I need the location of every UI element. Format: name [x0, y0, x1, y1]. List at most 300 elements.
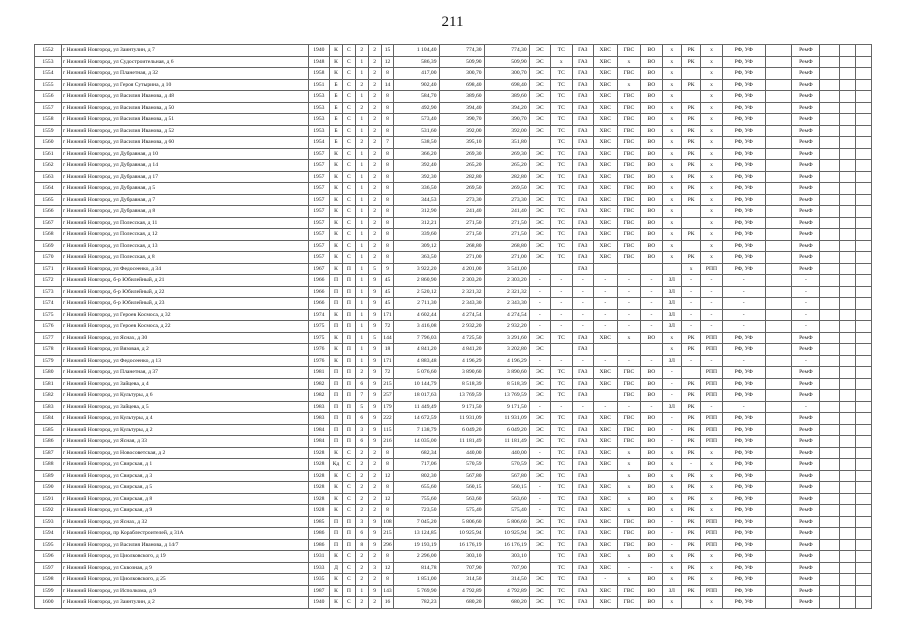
table-row: [35, 263, 872, 275]
table-cell: 1983: [308, 401, 329, 413]
table-cell: х: [662, 56, 681, 68]
table-cell: ТС: [551, 194, 572, 206]
table-row: [35, 137, 872, 149]
table-cell: -: [792, 355, 820, 367]
table-row: [35, 355, 872, 367]
table-cell: ГВС: [617, 390, 641, 402]
table-cell: ТС: [551, 390, 572, 402]
table-cell: ХВС: [593, 229, 617, 241]
table-cell: -: [722, 355, 765, 367]
table-row: [35, 206, 872, 218]
table-cell: 1: [355, 114, 368, 126]
table-cell: ХВС: [593, 447, 617, 459]
table-cell: х: [662, 505, 681, 517]
table-row: [35, 148, 872, 160]
table-cell: [820, 528, 839, 540]
table-cell: 723,50: [394, 505, 439, 517]
table-cell: [820, 137, 839, 149]
table-cell: 1974: [308, 309, 329, 321]
table-cell: РФ, УФ: [722, 447, 765, 459]
table-cell: РПП: [701, 436, 722, 448]
address-cell: г Нижний Новгород, ул Дубравная, д 17: [61, 171, 308, 183]
table-cell: 2: [368, 194, 381, 206]
table-cell: К: [330, 447, 343, 459]
row-number-cell: 1567: [35, 217, 62, 229]
table-cell: РК: [681, 585, 700, 597]
table-row: [35, 585, 872, 597]
table-cell: 389,60: [439, 91, 484, 103]
table-cell: 2: [368, 493, 381, 505]
table-cell: -: [529, 505, 550, 517]
table-cell: [820, 516, 839, 528]
table-cell: РК: [681, 137, 700, 149]
table-cell: ГАЗ: [572, 459, 593, 471]
table-cell: 11 931,09: [439, 413, 484, 425]
table-cell: -: [722, 286, 765, 298]
table-cell: 567,80: [439, 470, 484, 482]
table-cell: 5 076,60: [394, 367, 439, 379]
table-cell: -: [681, 321, 700, 333]
table-cell: РФ, УФ: [722, 217, 765, 229]
table-cell: 351,80: [484, 137, 529, 149]
table-cell: ЭС: [529, 229, 550, 241]
table-cell: [820, 275, 839, 287]
row-number-cell: 1597: [35, 562, 62, 574]
table-cell: [820, 91, 839, 103]
table-cell: 303,10: [484, 551, 529, 563]
table-cell: 2: [368, 229, 381, 241]
table-cell: РК: [681, 344, 700, 356]
table-cell: ХВС: [593, 91, 617, 103]
table-cell: х: [701, 45, 722, 57]
address-cell: г Нижний Новгород, ул Культуры, д 2: [61, 424, 308, 436]
row-number-cell: 1558: [35, 114, 62, 126]
table-cell: [765, 551, 792, 563]
table-cell: 1986: [308, 539, 329, 551]
table-cell: х: [662, 229, 681, 241]
table-cell: ХВС: [593, 114, 617, 126]
row-number-cell: 1560: [35, 137, 62, 149]
table-cell: 11 931,09: [484, 413, 529, 425]
row-number-cell: 1585: [35, 424, 62, 436]
table-cell: РК: [681, 528, 700, 540]
table-cell: [839, 321, 855, 333]
table-cell: ЭС: [529, 125, 550, 137]
row-number-cell: 1587: [35, 447, 62, 459]
table-row: [35, 367, 872, 379]
row-number-cell: 1572: [35, 275, 62, 287]
table-cell: 9: [368, 516, 381, 528]
table-cell: 8: [381, 447, 394, 459]
table-cell: 1: [355, 160, 368, 172]
table-cell: [765, 516, 792, 528]
table-cell: [839, 298, 855, 310]
table-cell: 2: [355, 79, 368, 91]
table-cell: [855, 378, 871, 390]
table-cell: х: [662, 45, 681, 57]
table-cell: 1957: [308, 148, 329, 160]
table-cell: 9: [368, 436, 381, 448]
table-cell: [765, 447, 792, 459]
table-cell: -: [593, 574, 617, 586]
table-cell: 336,50: [394, 183, 439, 195]
address-cell: г Нижний Новгород, ул Новосоветская, д 2: [61, 447, 308, 459]
table-cell: [593, 344, 617, 356]
table-cell: 9: [368, 539, 381, 551]
table-cell: ГВС: [617, 217, 641, 229]
table-cell: ХВС: [593, 424, 617, 436]
table-cell: К: [330, 493, 343, 505]
table-cell: 7 796,03: [394, 332, 439, 344]
table-cell: -: [722, 309, 765, 321]
table-cell: ВО: [641, 125, 662, 137]
table-cell: РФ, УФ: [722, 597, 765, 609]
table-cell: 1940: [308, 45, 329, 57]
table-cell: х: [551, 56, 572, 68]
table-cell: -: [593, 298, 617, 310]
table-cell: х: [662, 551, 681, 563]
table-cell: [765, 229, 792, 241]
table-cell: П: [342, 263, 355, 275]
row-number-cell: 1586: [35, 436, 62, 448]
table-cell: [765, 332, 792, 344]
table-cell: [765, 378, 792, 390]
table-cell: х: [617, 482, 641, 494]
address-cell: г Нижний Новгород, ул Циолковского, д 19: [61, 551, 308, 563]
table-cell: -: [593, 321, 617, 333]
table-cell: [820, 551, 839, 563]
table-cell: ТС: [551, 378, 572, 390]
table-cell: [855, 321, 871, 333]
table-cell: 9 171,50: [439, 401, 484, 413]
table-cell: х: [662, 171, 681, 183]
row-number-cell: 1571: [35, 263, 62, 275]
table-cell: х: [617, 332, 641, 344]
table-cell: 14 672,59: [394, 413, 439, 425]
table-cell: х: [701, 252, 722, 264]
table-cell: РК: [681, 424, 700, 436]
table-cell: 2: [355, 505, 368, 517]
table-cell: [820, 309, 839, 321]
address-cell: г Нижний Новгород, ул Заинтулин, д 7: [61, 45, 308, 57]
table-cell: 3 890,60: [484, 367, 529, 379]
table-cell: [820, 45, 839, 57]
table-cell: 6: [355, 528, 368, 540]
table-cell: [855, 470, 871, 482]
row-number-cell: 1580: [35, 367, 62, 379]
table-cell: 8: [381, 102, 394, 114]
table-cell: 2 932,20: [484, 321, 529, 333]
table-cell: х: [662, 206, 681, 218]
table-cell: С: [342, 551, 355, 563]
table-cell: 16: [381, 597, 394, 609]
table-cell: ГАЗ: [572, 597, 593, 609]
table-cell: 2: [368, 137, 381, 149]
table-cell: [681, 91, 700, 103]
table-cell: -: [662, 413, 681, 425]
table-cell: 215: [381, 378, 394, 390]
address-cell: г Нижний Новгород, ул Дубравная, д 14: [61, 160, 308, 172]
table-cell: К: [330, 217, 343, 229]
table-cell: [820, 298, 839, 310]
table-cell: -: [617, 309, 641, 321]
table-cell: 2: [355, 45, 368, 57]
table-cell: ХВС: [593, 551, 617, 563]
table-cell: ХВС: [593, 436, 617, 448]
table-cell: ТС: [551, 171, 572, 183]
table-cell: 10 925,94: [439, 528, 484, 540]
address-cell: г Нижний Новгород, ул Полесская, д 11: [61, 217, 308, 229]
table-cell: ВО: [641, 470, 662, 482]
table-cell: 1951: [308, 79, 329, 91]
table-cell: 271,50: [484, 217, 529, 229]
table-cell: ГАЗ: [572, 390, 593, 402]
table-cell: [820, 240, 839, 252]
table-cell: 6: [355, 436, 368, 448]
table-cell: ЭС: [529, 459, 550, 471]
table-cell: 1958: [308, 68, 329, 80]
table-cell: 16 176,19: [484, 539, 529, 551]
table-cell: ХВС: [593, 171, 617, 183]
table-cell: С: [342, 91, 355, 103]
table-cell: ВО: [641, 240, 662, 252]
table-cell: 269,30: [439, 148, 484, 160]
table-cell: [765, 252, 792, 264]
table-cell: 2: [368, 91, 381, 103]
table-cell: ГАЗ: [572, 539, 593, 551]
table-cell: П: [342, 378, 355, 390]
table-cell: 2: [355, 597, 368, 609]
table-cell: ХВС: [593, 585, 617, 597]
table-cell: 1: [355, 125, 368, 137]
table-cell: П: [330, 413, 343, 425]
table-cell: [820, 459, 839, 471]
address-cell: г Нижний Новгород, ул Василия Иванова, д 14/7: [61, 539, 308, 551]
address-cell: г Нижний Новгород, ул Зайцева, д 5: [61, 401, 308, 413]
table-cell: 2: [368, 574, 381, 586]
table-cell: 2: [368, 206, 381, 218]
table-cell: 2: [355, 551, 368, 563]
table-cell: ГВС: [617, 424, 641, 436]
table-cell: [820, 102, 839, 114]
table-row: [35, 56, 872, 68]
table-cell: 8: [381, 459, 394, 471]
table-cell: [765, 309, 792, 321]
table-cell: 1975: [308, 332, 329, 344]
table-cell: ГАЗ: [572, 160, 593, 172]
table-cell: С: [342, 493, 355, 505]
table-cell: К: [330, 309, 343, 321]
table-cell: ВО: [641, 390, 662, 402]
table-cell: х: [701, 125, 722, 137]
table-cell: ЭС: [529, 344, 550, 356]
table-cell: РемФ: [792, 332, 820, 344]
table-cell: ТС: [551, 459, 572, 471]
table-cell: -: [722, 275, 765, 287]
table-cell: П: [330, 378, 343, 390]
table-cell: РемФ: [792, 137, 820, 149]
table-cell: [765, 114, 792, 126]
table-cell: ГВС: [617, 194, 641, 206]
table-cell: 563,60: [439, 493, 484, 505]
table-cell: Б: [330, 114, 343, 126]
table-cell: РК: [681, 125, 700, 137]
table-cell: 2: [355, 447, 368, 459]
table-cell: 9: [381, 263, 394, 275]
table-cell: 3 202,80: [484, 344, 529, 356]
table-cell: -: [792, 298, 820, 310]
table-cell: РК: [681, 574, 700, 586]
table-cell: [820, 56, 839, 68]
table-cell: [662, 263, 681, 275]
row-number-cell: 1594: [35, 528, 62, 540]
table-cell: 1: [355, 286, 368, 298]
table-cell: [855, 424, 871, 436]
table-cell: -: [593, 286, 617, 298]
table-cell: [855, 390, 871, 402]
table-cell: ГАЗ: [572, 562, 593, 574]
table-cell: ТС: [551, 562, 572, 574]
table-cell: К: [330, 355, 343, 367]
table-cell: ГВС: [617, 436, 641, 448]
table-cell: [839, 367, 855, 379]
table-cell: -: [792, 286, 820, 298]
table-cell: ХВС: [593, 206, 617, 218]
table-cell: 10 144,79: [394, 378, 439, 390]
table-cell: ЭС: [529, 539, 550, 551]
table-cell: 707,90: [484, 562, 529, 574]
table-cell: [820, 493, 839, 505]
table-cell: ГАЗ: [572, 91, 593, 103]
table-cell: 655,60: [394, 482, 439, 494]
table-cell: х: [701, 171, 722, 183]
table-cell: РемФ: [792, 482, 820, 494]
table-cell: ЗЛ: [662, 321, 681, 333]
table-cell: ЗЛ: [662, 286, 681, 298]
table-cell: х: [701, 56, 722, 68]
table-cell: [839, 309, 855, 321]
table-cell: 3 922,20: [394, 263, 439, 275]
row-number-cell: 1600: [35, 597, 62, 609]
table-cell: 390,70: [484, 114, 529, 126]
table-cell: С: [342, 206, 355, 218]
table-cell: 282,80: [439, 171, 484, 183]
table-cell: 1 851,00: [394, 574, 439, 586]
table-cell: ЭС: [529, 217, 550, 229]
table-cell: ГВС: [617, 252, 641, 264]
row-number-cell: 1598: [35, 574, 62, 586]
table-cell: 4 725,50: [439, 332, 484, 344]
table-cell: ХВС: [593, 160, 617, 172]
table-cell: [765, 528, 792, 540]
table-cell: ВО: [641, 597, 662, 609]
table-cell: [855, 275, 871, 287]
table-cell: 2: [368, 68, 381, 80]
table-cell: РФ, УФ: [722, 194, 765, 206]
table-cell: 300,70: [484, 68, 529, 80]
table-cell: х: [701, 562, 722, 574]
table-cell: ХВС: [593, 45, 617, 57]
table-cell: 2: [368, 551, 381, 563]
table-cell: 509,90: [484, 56, 529, 68]
table-cell: ЭС: [529, 413, 550, 425]
table-cell: 4 602,44: [394, 309, 439, 321]
table-cell: П: [342, 298, 355, 310]
table-cell: [641, 344, 662, 356]
table-cell: [839, 252, 855, 264]
table-cell: [820, 252, 839, 264]
table-cell: РФ, УФ: [722, 367, 765, 379]
table-cell: ТС: [551, 493, 572, 505]
table-cell: 9: [368, 528, 381, 540]
table-cell: С: [342, 148, 355, 160]
table-cell: ГАЗ: [572, 79, 593, 91]
table-cell: РФ, УФ: [722, 68, 765, 80]
table-row: [35, 574, 872, 586]
table-cell: ВО: [641, 194, 662, 206]
table-cell: [820, 355, 839, 367]
table-cell: 440,00: [439, 447, 484, 459]
table-cell: 570,59: [439, 459, 484, 471]
table-row: [35, 171, 872, 183]
table-cell: 717,06: [394, 459, 439, 471]
table-cell: ГАЗ: [572, 229, 593, 241]
table-cell: ЭС: [529, 79, 550, 91]
table-cell: [765, 493, 792, 505]
table-cell: х: [701, 183, 722, 195]
table-cell: 2: [355, 137, 368, 149]
table-cell: ЗЛ: [662, 298, 681, 310]
table-cell: ГВС: [617, 137, 641, 149]
table-cell: ГАЗ: [572, 240, 593, 252]
table-cell: 1: [355, 309, 368, 321]
table-cell: К: [330, 344, 343, 356]
table-cell: [765, 482, 792, 494]
address-cell: г Нижний Новгород, ул Свирская, д 3: [61, 470, 308, 482]
table-cell: ТС: [551, 436, 572, 448]
table-cell: ВО: [641, 436, 662, 448]
table-cell: С: [342, 562, 355, 574]
table-cell: ЭС: [529, 585, 550, 597]
table-cell: 2 343,30: [439, 298, 484, 310]
table-cell: 5: [368, 332, 381, 344]
table-cell: К: [330, 551, 343, 563]
table-cell: ЭС: [529, 45, 550, 57]
table-cell: [765, 298, 792, 310]
table-cell: 4 196,29: [439, 355, 484, 367]
table-cell: П: [330, 298, 343, 310]
table-cell: 9: [368, 321, 381, 333]
table-cell: К: [330, 585, 343, 597]
table-cell: 440,00: [484, 447, 529, 459]
table-cell: -: [722, 401, 765, 413]
table-cell: [855, 597, 871, 609]
table-cell: х: [701, 240, 722, 252]
table-row: [35, 562, 872, 574]
table-cell: 7: [355, 390, 368, 402]
table-cell: ХВС: [593, 56, 617, 68]
table-cell: [839, 551, 855, 563]
table-cell: 9: [368, 275, 381, 287]
table-cell: -: [641, 321, 662, 333]
table-cell: ГАЗ: [572, 332, 593, 344]
table-cell: [820, 206, 839, 218]
table-cell: х: [662, 91, 681, 103]
table-cell: х: [662, 459, 681, 471]
table-row: [35, 194, 872, 206]
table-cell: 1987: [308, 585, 329, 597]
table-cell: РемФ: [792, 447, 820, 459]
